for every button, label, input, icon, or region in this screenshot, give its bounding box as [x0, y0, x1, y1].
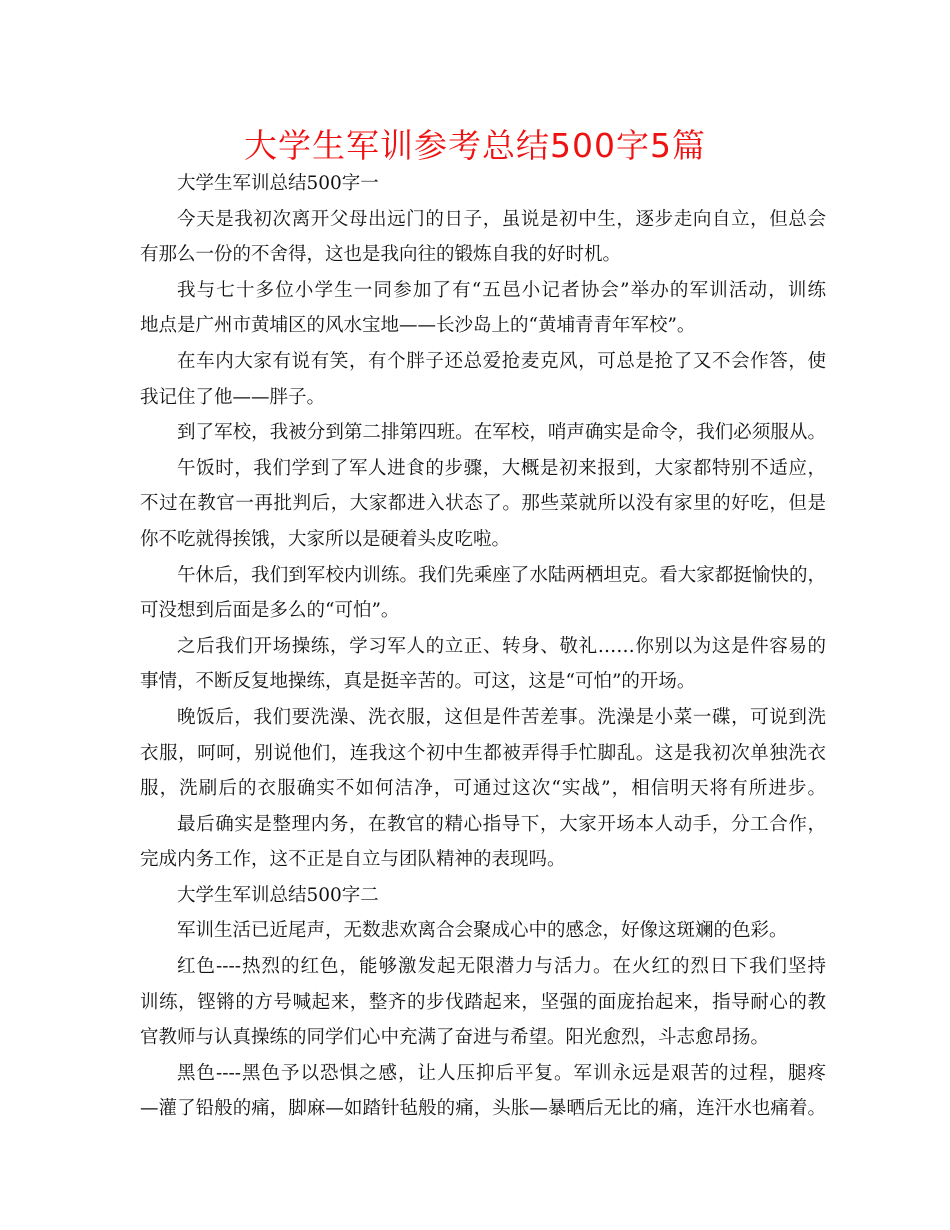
- paragraph-line: 最后确实是整理内务，在教官的精心指导下，大家开场本人动手，分工合作，: [177, 813, 826, 835]
- paragraph-line: 衣服，呵呵，别说他们，连我这个初中生都被弄得手忙脚乱。这是我初次单独洗衣: [140, 742, 826, 764]
- section-heading: 大学生军训总结500字二: [177, 884, 379, 906]
- paragraph-line: 地点是广州市黄埔区的风水宝地——长沙岛上的“黄埔青青年军校”。: [140, 315, 696, 337]
- paragraph-line: 到了军校，我被分到第二排第四班。在军校，哨声确实是命令，我们必须服从。: [177, 422, 826, 444]
- paragraph-line: 服，洗刷后的衣服确实不如何洁净，可通过这次“实战”，相信明天将有所进步。: [140, 778, 826, 800]
- paragraph-line: —灌了铅般的痛，脚麻—如踏针毡般的痛，头胀—暴晒后无比的痛，连汗水也痛着。: [140, 1098, 826, 1120]
- paragraph-line: 之后我们开场操练，学习军人的立正、转身、敬礼……你别以为这是件容易的: [177, 635, 826, 657]
- paragraph-line: 我与七十多位小学生一同参加了有“五邑小记者协会”举办的军训活动，训练: [177, 279, 826, 301]
- paragraph-line: 红色----热烈的红色，能够激发起无限潜力与活力。在火红的烈日下我们坚持: [177, 956, 826, 978]
- paragraph-line: 军训生活已近尾声，无数悲欢离合会聚成心中的感念，好像这斑斓的色彩。: [177, 920, 788, 942]
- section-heading: 大学生军训总结500字一: [177, 173, 379, 194]
- paragraph-line: 黑色----黑色予以恐惧之感，让人压抑后平复。军训永远是艰苦的过程，腿疼: [177, 1062, 826, 1084]
- paragraph-line: 我记住了他——胖子。: [140, 386, 326, 408]
- paragraph-line: 晚饭后，我们要洗澡、洗衣服，这但是件苦差事。洗澡是小菜一碟，可说到洗: [177, 706, 826, 728]
- paragraph-line: 事情，不断反复地操练，真是挺辛苦的。可这，这是“可怕”的开场。: [140, 671, 696, 693]
- paragraph-line: 训练，铿锵的方号喊起来，整齐的步伐踏起来，坚强的面庞抬起来，指导耐心的教: [140, 991, 826, 1013]
- document-body: [140, 166, 826, 1127]
- paragraph-line: 可没想到后面是多么的“可怕”。: [140, 600, 400, 622]
- paragraph-line: 官教师与认真操练的同学们心中充满了奋进与希望。阳光愈烈，斗志愈昂扬。: [140, 1027, 770, 1049]
- document-title: 大学生军训参考总结500字5篇: [244, 126, 706, 165]
- paragraph-line: 完成内务工作，这不正是自立与团队精神的表现吗。: [140, 849, 566, 871]
- paragraph-line: 在车内大家有说有笑，有个胖子还总爱抢麦克风，可总是抢了又不会作答，使: [177, 350, 826, 372]
- paragraph-line: 有那么一份的不舍得，这也是我向往的锻炼自我的好时机。: [140, 244, 622, 266]
- paragraph-line: 午休后，我们到军校内训练。我们先乘座了水陆两栖坦克。看大家都挺愉快的，: [177, 564, 826, 586]
- paragraph-line: 午饭时，我们学到了军人进食的步骤，大概是初来报到，大家都特别不适应，: [177, 457, 826, 479]
- paragraph-line: 不过在教官一再批判后，大家都进入状态了。那些菜就所以没有家里的好吃，但是: [140, 493, 826, 515]
- paragraph-line: 今天是我初次离开父母出远门的日子，虽说是初中生，逐步走向自立，但总会: [177, 208, 826, 230]
- paragraph-line: 你不吃就得挨饿，大家所以是硬着头皮吃啦。: [140, 528, 511, 550]
